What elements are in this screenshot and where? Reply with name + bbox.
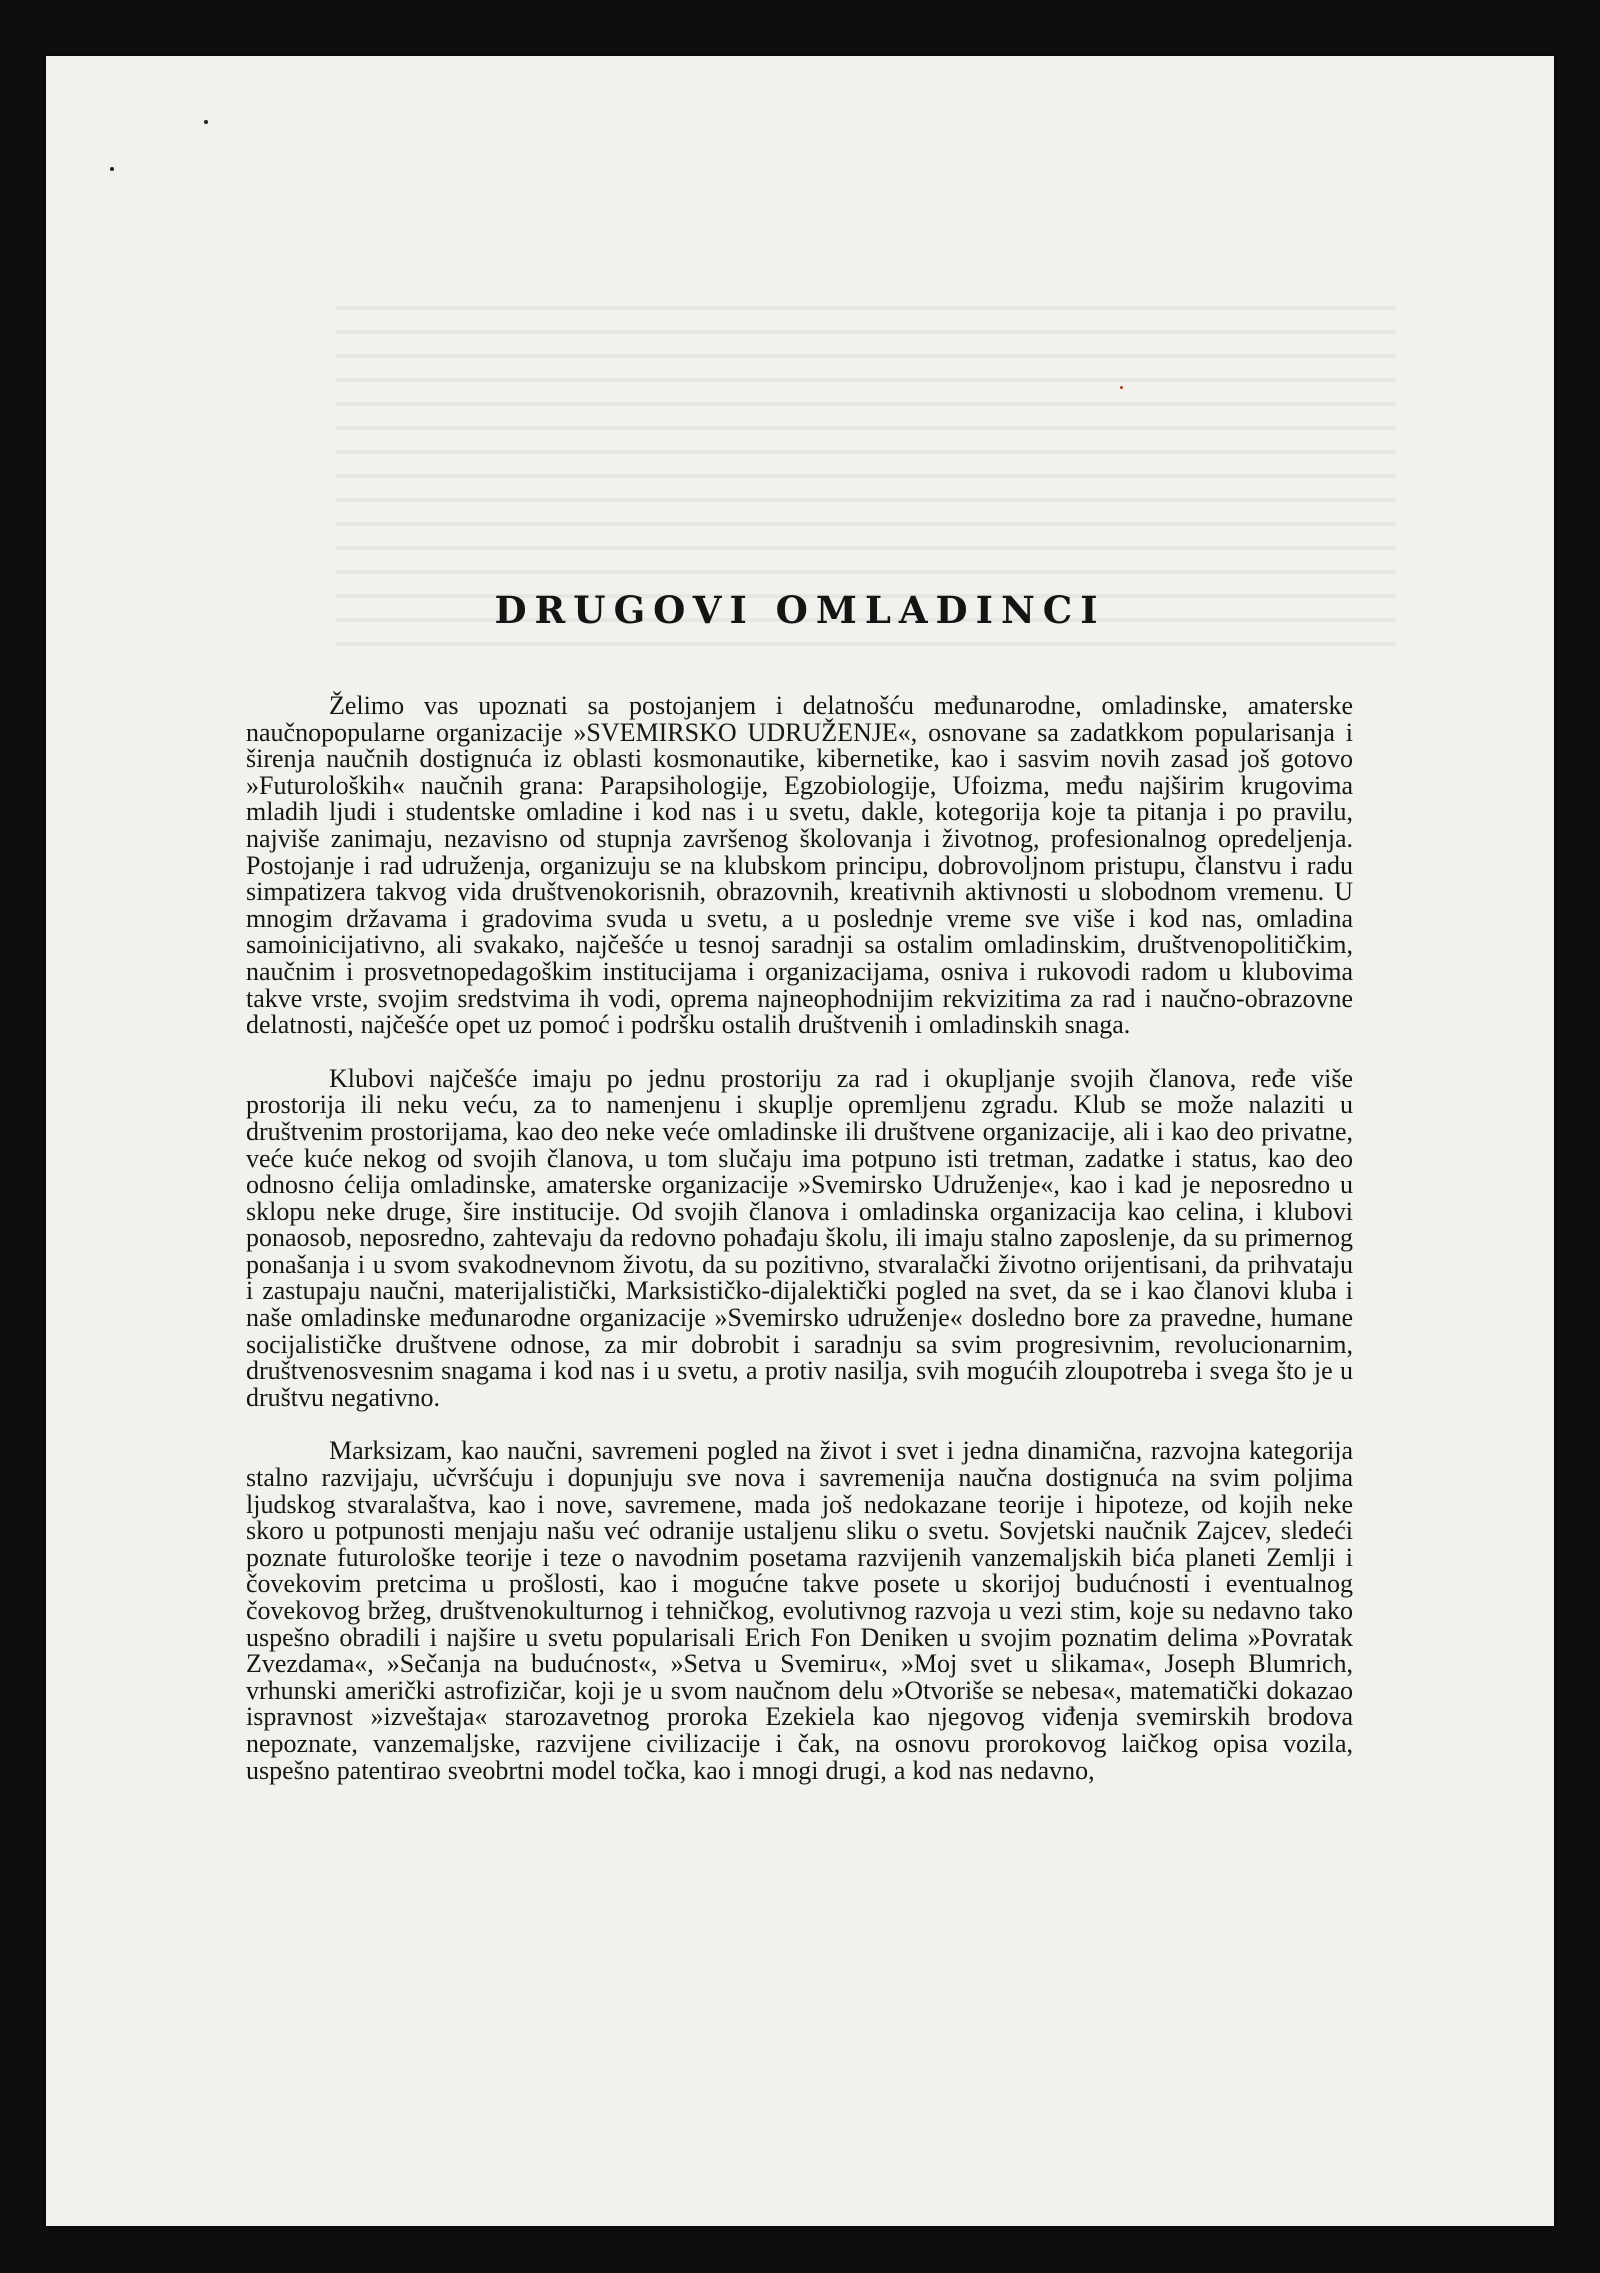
ink-speck (110, 167, 114, 171)
paragraph-3: Marksizam, kao naučni, savremeni pogled na život i svet i jedna dinamična, razvojna kategorija stalno razvijaju, učvršćuju i dopunjuju sve nova i savremenija naučna dostignuća na svim poljima ljudskog stvaralaštva, kao i nove, savremene, mada još nedokazane teorije i hipoteze, od kojih neke skoro u potpunosti menjaju našu već odranije ustaljenu sliku o svetu. Sovjetski naučnik Zajcev, sledeći poznate futurološke teorije i teze o navodnim posetama razvijenih vanzemaljskih bića planeti Zemlji i čovekovim pretcima u prošlosti, kao i mogućne takve posete u skorijoj budućnosti i eventualnog čovekovog bržeg, društvenokulturnog i tehničkog, evolutivnog razvoja u vezi stim, koje su nedavno tako uspešno obradili i najšire u svetu popularisali Erich Fon Deniken u svojim poznatim delima »Povratak Zvezdama«, »Sečanja na budućnost«, »Setva u Svemiru«, »Moj svet u slikama«, Joseph Blumrich, vrhunski američki astrofizičar, koji je u svom naučnom delu »Otvoriše se nebesa«, matematički dokazao ispravnost »izveštaja« starozavetnog proroka Ezekiela kao njegovog viđenja svemirskih brodova nepoznate, vanzemaljske, razvijene civilizacije i čak, na osnovu prorokovog laičkog opisa vozila, uspešno patentirao sveobrtni model točka, kao i mnogi drugi, a kod nas nedavno, (246, 1436, 1353, 1785)
ink-speck (1120, 386, 1123, 389)
paragraph-1: Želimo vas upoznati sa postojanjem i delatnošću međunarodne, omladinske, amaterske naučnopopularne organizacije »SVEMIRSKO UDRUŽENJE«, osnovane sa zadatkkom popularisanja i širenja naučnih dostignuća iz oblasti kosmonautike, kibernetike, kao i sasvim novih zasad još gotovo »Futuroloških« naučnih grana: Parapsihologije, Egzobiologije, Ufoizma, među najširim krugovima mladih ljudi i studentske omladine i kod nas i u svetu, dakle, kotegorija koje ta pitanja i po pravilu, najviše zanimaju, nezavisno od stupnja završenog školovanja i životnog, profesionalnog opredeljenja. Postojanje i rad udruženja, organizuju se na klubskom principu, dobrovoljnom pristupu, članstvu i radu simpatizera takvog vida društvenokorisnih, obrazovnih, kreativnih aktivnosti u slobodnom vremenu. U mnogim državama i gradovima svuda u svetu, a u poslednje vreme sve više i kod nas, omladina samoinicijativno, ali svakako, najčešće u tesnoj saradnji sa ostalim omladinskim, društvenopolitičkim, naučnim i prosvetnopedagoškim institucijama i organizacijama, osniva i rukovodi radom u klubovima takve vrste, svojim sredstvima ih vodi, oprema najneophodnijim rekvizitima za rad i naučno-obrazovne delatnosti, najčešće opet uz pomoć i podršku ostalih društvenih i omladinskih snaga. (246, 691, 1353, 1040)
document-title: DRUGOVI OMLADINCI (494, 588, 1106, 632)
ink-speck (204, 120, 208, 124)
paragraph-2: Klubovi najčešće imaju po jednu prostoriju za rad i okupljanje svojih članova, ređe više prostorija ili neku veću, za to namenjenu i skuplje opremljenu zgradu. Klub se može nalaziti u društvenim prostorijama, kao deo neke veće omladinske ili društvene organizacije, ali i kao deo privatne, veće kuće nekog od svojih članova, u tom slučaju ima potpuno isti tretman, zadatke i status, kao deo odnosno ćelija omladinske, amaterske organizacije »Svemirsko Udruženje«, kao i kad je neposredno u sklopu neke druge, šire institucije. Od svojih članova i omladinska organizacija kao celina, i klubovi ponaosob, neposredno, zahtevaju da redovno pohađaju školu, ili imaju stalno zaposlenje, da su primernog ponašanja i u svom svakodnevnom životu, da su pozitivno, stvaralački životno orijentisani, da prihvataju i zastupaju naučni, materijalistički, Marksističko-dijalektički pogled na svet, da se i kao članovi kluba i naše omladinske međunarodne organizacije »Svemirsko udruženje« dosledno bore za pravedne, humane socijalističke društvene odnose, za mir dobrobit i saradnju sa svim progresivnim, revolucionarnim, društvenosvesnim snagama i kod nas i u svetu, a protiv nasilja, svih mogućih zloupotreba i svega što je u društvu negativno. (246, 1063, 1353, 1412)
document-body (246, 693, 1353, 1784)
